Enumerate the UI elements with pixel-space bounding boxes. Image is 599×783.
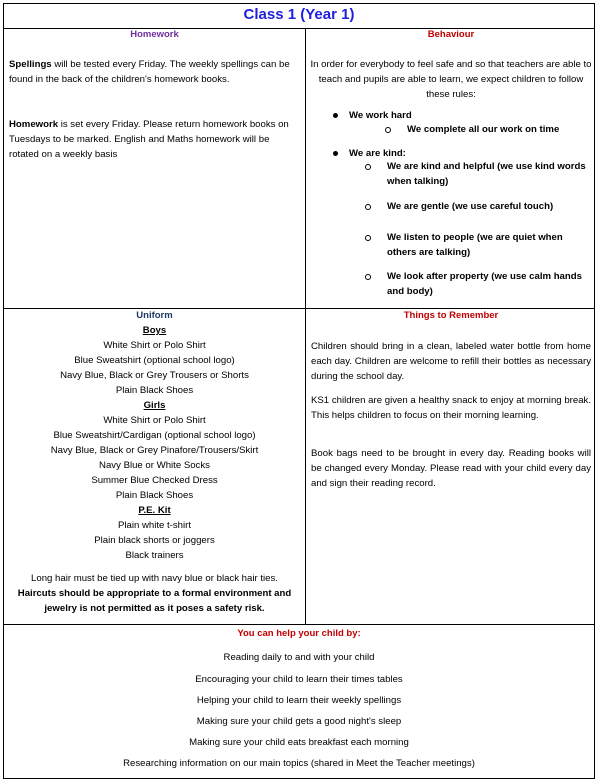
row-divider-1 [4,308,594,309]
help-item: Making sure your child eats breakfast each morning [189,737,409,748]
uniform-list [4,323,305,563]
newsletter-page [3,3,595,779]
help-item: Helping your child to learn their weekly spellings [196,695,402,706]
sub-bullet-icon [365,235,371,241]
pe-item: Plain white t-shirt [117,520,192,531]
pe-kit-heading: P.E. Kit [138,505,171,516]
homework-text: is set every Friday. Please return homework books on Tuesdays to be marked. English and Maths homework will be rotated on a weekly basis [9,119,289,160]
remember-heading: Things to Remember [403,310,499,321]
uniform-heading: Uniform [136,310,173,321]
homework-paragraph [9,117,301,162]
help-heading: You can help your child by: [237,628,361,639]
rule-listen: We listen to people (we are quiet when others are talking) [387,232,563,258]
row-divider-2 [4,624,594,625]
girls-item: White Shirt or Polo Shirt [103,415,206,426]
rule-property: We look after property (we use calm hands and body) [387,271,582,297]
sub-bullet-icon [365,274,371,280]
girls-item: Summer Blue Checked Dress [91,475,218,486]
bullet-icon [333,151,338,156]
remember-water-bottle: Children should bring in a clean, labeled water bottle from home each day. Children are welcome to refill their bottles as necessary during the school day. [311,341,591,382]
page-title: Class 1 (Year 1) [243,6,355,23]
remember-book-bags: Book bags need to be brought in every day. Reading books will be changed every Monday. Please read with your child every day and sign their reading record. [311,448,591,489]
sub-bullet-icon [385,127,391,133]
behaviour-intro: In order for everybody to feel safe and so that teachers are able to teach and pupils are able to learn, we expect children to follow these rules: [310,59,592,100]
boys-heading: Boys [142,325,167,336]
spellings-label: Spellings [9,59,52,70]
rule-work-hard: We work hard [349,110,412,121]
pe-item: Plain black shorts or joggers [94,535,215,546]
boys-item: Plain Black Shoes [115,385,194,396]
rule-complete-work: We complete all our work on time [407,124,560,135]
spellings-paragraph [9,57,301,87]
boys-item: White Shirt or Polo Shirt [103,340,206,351]
rule-kind-helpful: We are kind and helpful (we use kind words when talking) [387,161,586,187]
spellings-text: will be tested every Friday. The weekly spellings can be found in the back of the children's homework books. [9,59,290,85]
behaviour-heading: Behaviour [427,29,475,40]
girls-item: Blue Sweatshirt/Cardigan (optional school logo) [53,430,256,441]
girls-heading: Girls [143,400,166,411]
homework-heading: Homework [130,29,179,40]
girls-item: Navy Blue, Black or Grey Pinafore/Trousers/Skirt [50,445,259,456]
hair-rule: Long hair must be tied up with navy blue or black hair ties. [31,573,278,584]
column-divider [305,28,306,624]
help-item: Encouraging your child to learn their times tables [195,674,403,685]
help-item: Reading daily to and with your child [223,652,375,663]
rule-kind: We are kind: [349,148,406,159]
boys-item: Navy Blue, Black or Grey Trousers or Shorts [60,370,249,381]
remember-snack: KS1 children are given a healthy snack to enjoy at morning break. This helps children to focus on their morning learning. [311,395,591,421]
rule-gentle: We are gentle (we use careful touch) [387,201,554,212]
boys-item: Blue Sweatshirt (optional school logo) [74,355,235,366]
girls-item: Plain Black Shoes [115,490,194,501]
girls-item: Navy Blue or White Socks [99,460,210,471]
sub-bullet-icon [365,164,371,170]
homework-label: Homework [9,119,59,130]
haircut-rule: Haircuts should be appropriate to a formal environment and jewelry is not permitted as it poses a safety risk. [17,588,292,614]
sub-bullet-icon [365,204,371,210]
help-item: Making sure your child gets a good night's sleep [196,716,402,727]
pe-item: Black trainers [125,550,184,561]
help-item: Researching information on our main topics (shared in Meet the Teacher meetings) [123,758,475,769]
bullet-icon [333,113,338,118]
